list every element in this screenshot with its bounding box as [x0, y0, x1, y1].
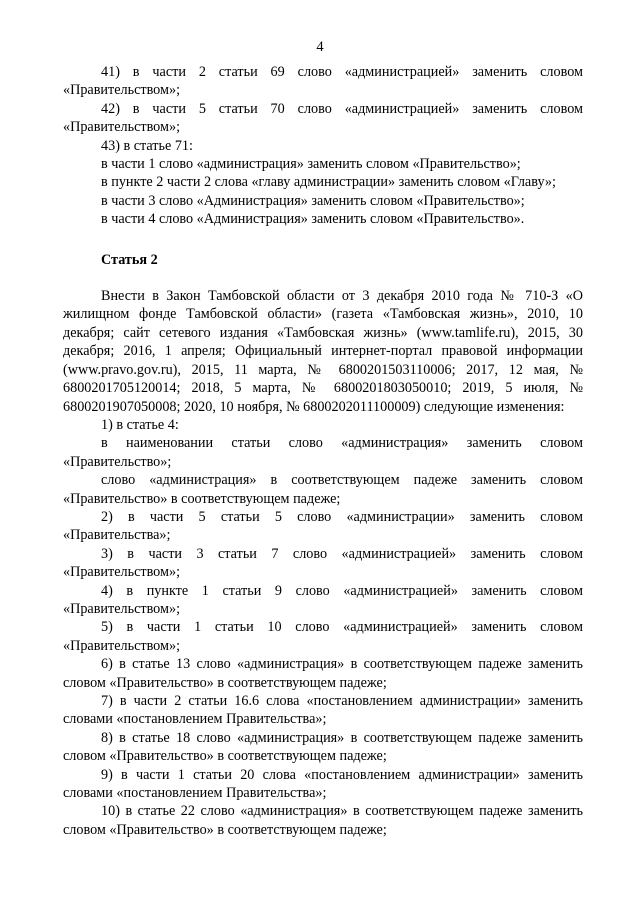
paragraph-item-8: 8) в статье 18 слово «администрация» в соответствующем падеже заменить словом «Правительство» в соответствующем падеже; — [63, 729, 583, 765]
paragraph-item-9: 9) в части 1 статьи 20 слова «постановлением администрации» заменить словами «постановлением Правительства»; — [63, 766, 583, 802]
paragraph-item-1-1: в наименовании статьи слово «администрация» заменить словом «Правительство»; — [63, 435, 583, 470]
paragraph-item-3: 3) в части 3 статьи 7 слово «администрацией» заменить словом «Правительством»; — [63, 545, 583, 581]
article-intro-paragraph: Внести в Закон Тамбовской области от 3 декабря 2010 года № 710-З «О жилищном фонде Тамбовской области» (газета «Тамбовская жизнь», 2010, 10 декабря; сайт сетевого издания «Тамбовская жизнь» (www.tamlife.ru), 2015, 30 декабря; 2016, 1 апреля; Официальный интернет-портал правовой информации (www.pravo.gov.ru), 2015, 11 марта, № 6800201503110006; 2017, 12 мая, № 6800201705120014; 2018, 5 марта, № 6800201803050010; 2019, 5 июля, № 6800201907050008; 2020, 10 ноября, № 6800202011100009) следующие изменения: — [63, 288, 583, 415]
paragraph-item-43-4: в части 4 слово «Администрация» заменить словом «Правительство». — [101, 211, 525, 228]
paragraph-item-43-3: в части 3 слово «Администрация» заменить словом «Правительство»; — [101, 192, 525, 209]
paragraph-item-1-2: слово «администрация» в соответствующем падеже заменить словом «Правительство» в соответствующем падеже; — [63, 472, 583, 507]
page-number: 4 — [316, 39, 324, 55]
paragraph-item-10: 10) в статье 22 слово «администрация» в соответствующем падеже заменить словом «Правительство» в соответствующем падеже; — [63, 803, 583, 838]
paragraph-item-4: 4) в пункте 1 статьи 9 слово «администрацией» заменить словом «Правительством»; — [63, 582, 583, 617]
article-title: Статья 2 — [101, 251, 158, 268]
paragraph-item-1: 1) в статье 4: — [101, 416, 179, 433]
paragraph-item-42: 42) в части 5 статьи 70 слово «администрацией» заменить словом «Правительством»; — [63, 100, 583, 136]
document-body — [63, 63, 583, 839]
paragraph-item-43-2: в пункте 2 части 2 слова «главу администрации» заменить словом «Главу»; — [101, 174, 556, 191]
paragraph-item-5: 5) в части 1 статьи 10 слово «администрацией» заменить словом «Правительством»; — [63, 619, 583, 654]
paragraph-item-43: 43) в статье 71: — [101, 137, 193, 154]
paragraph-item-2: 2) в части 5 статьи 5 слово «администрации» заменить словом «Правительства»; — [63, 508, 583, 544]
paragraph-item-6: 6) в статье 13 слово «администрация» в соответствующем падеже заменить словом «Правительство» в соответствующем падеже; — [63, 656, 583, 691]
paragraph-item-7: 7) в части 2 статьи 16.6 слова «постановлением администрации» заменить словами «постановлением Правительства»; — [63, 693, 583, 728]
paragraph-item-41: 41) в части 2 статьи 69 слово «администрацией» заменить словом «Правительством»; — [63, 64, 583, 99]
paragraph-item-43-1: в части 1 слово «администрация» заменить словом «Правительство»; — [101, 156, 521, 173]
